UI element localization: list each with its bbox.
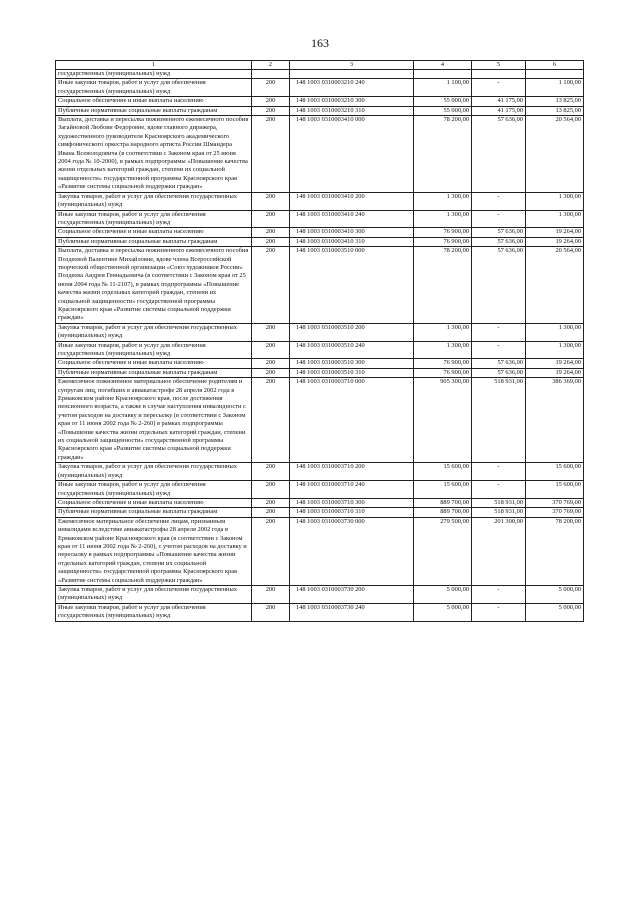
row-code: 200: [252, 481, 290, 499]
row-name: Социальное обеспечение и иные выплаты населению: [56, 228, 252, 237]
row-name: Социальное обеспечение и иные выплаты населению: [56, 359, 252, 368]
row-csr: 148 1003 0310003510 240: [290, 341, 414, 359]
table-row: [56, 116, 584, 193]
row-amount-col5: -: [472, 341, 526, 359]
row-name: Публичные нормативные социальные выплаты гражданам: [56, 106, 252, 115]
row-name: Иные закупки товаров, работ и услуг для обеспечения государственных (муниципальных) нужд: [56, 603, 252, 621]
row-name: Выплата, доставка и пересылка пожизненного ежемесячного пособия Загайновой Любови Федоровне, вдове главного дирижера, художественного руководителя Красноярского академического симфонического оркестра народного артиста России Шмандера Ивана Всеволодовича (в соответствии с Законом края от 25 июня 2004 года № 10-2000), в рамках подпрограммы «Повышение качества жизни отдельных категорий граждан, степени их социальной защищенности» государственной программы Красноярского края «Развитие системы социальной поддержки граждан»: [56, 116, 252, 193]
row-amount-col4: 1 300,00: [414, 192, 472, 210]
row-csr: 148 1003 0310003510 200: [290, 323, 414, 341]
row-code: 200: [252, 463, 290, 481]
table-row: [56, 97, 584, 106]
row-csr: [290, 70, 414, 79]
row-amount-col6: 386 369,00: [526, 378, 584, 463]
row-amount-col4: 76 900,00: [414, 368, 472, 377]
row-amount-col5: 518 931,00: [472, 498, 526, 507]
row-amount-col4: 1 300,00: [414, 341, 472, 359]
row-code: 200: [252, 192, 290, 210]
row-code: 200: [252, 210, 290, 228]
table-row: [56, 341, 584, 359]
row-amount-col4: 1 100,00: [414, 79, 472, 97]
row-amount-col6: 19 264,00: [526, 228, 584, 237]
header-cell: 6: [526, 61, 584, 70]
row-name: Публичные нормативные социальные выплаты гражданам: [56, 237, 252, 246]
row-name: Социальное обеспечение и иные выплаты населению: [56, 498, 252, 507]
row-amount-col4: 1 300,00: [414, 323, 472, 341]
row-name: Иные закупки товаров, работ и услуг для обеспечения государственных (муниципальных) нужд: [56, 341, 252, 359]
table-row: [56, 378, 584, 463]
row-amount-col6: 15 600,00: [526, 463, 584, 481]
table-row: [56, 368, 584, 377]
row-amount-col5: [472, 70, 526, 79]
table-row: [56, 228, 584, 237]
row-amount-col6: 13 825,00: [526, 97, 584, 106]
row-amount-col6: 13 825,00: [526, 106, 584, 115]
row-amount-col6: 1 300,00: [526, 323, 584, 341]
row-code: 200: [252, 498, 290, 507]
row-amount-col4: 889 700,00: [414, 498, 472, 507]
budget-table: [55, 60, 584, 622]
table-row: [56, 508, 584, 517]
table-row: [56, 247, 584, 324]
row-csr: 148 1003 0310003410 310: [290, 237, 414, 246]
row-name: Иные закупки товаров, работ и услуг для обеспечения государственных (муниципальных) нужд: [56, 481, 252, 499]
row-amount-col5: 57 636,00: [472, 116, 526, 193]
row-name: Публичные нормативные социальные выплаты гражданам: [56, 368, 252, 377]
row-csr: 148 1003 0310003710 310: [290, 508, 414, 517]
row-amount-col5: 57 636,00: [472, 237, 526, 246]
row-csr: 148 1003 0310003710 200: [290, 463, 414, 481]
row-amount-col5: 57 636,00: [472, 228, 526, 237]
table-row: [56, 517, 584, 585]
row-amount-col4: 76 900,00: [414, 237, 472, 246]
row-amount-col5: -: [472, 323, 526, 341]
row-code: 200: [252, 341, 290, 359]
table-row: [56, 585, 584, 603]
row-name: Ежемесячное пожизненное материальное обеспечение родителям и супругам лиц, погибших в авиакатастрофе 28 апреля 2002 года в Ермаковском районе Красноярского края, после достижения пенсионного возраста, а также в случае наступления инвалидности с учетом расходов на доставку и пересылку (в соответствии с Законом края от 11 июня 2002 года № 2-260) в рамках подпрограммы «Повышение качества жизни отдельных категорий граждан, степени их социальной защищенности» государственной программы Красноярского края «Развитие системы социальной поддержки граждан»: [56, 378, 252, 463]
table-header-row: [56, 61, 584, 70]
row-csr: 148 1003 0310003410 240: [290, 210, 414, 228]
row-csr: 148 1003 0310003710 000: [290, 378, 414, 463]
row-amount-col5: 57 636,00: [472, 359, 526, 368]
row-name: Закупка товаров, работ и услуг для обеспечения государственных (муниципальных) нужд: [56, 192, 252, 210]
table-row: [56, 498, 584, 507]
row-amount-col6: 78 200,00: [526, 517, 584, 585]
row-amount-col6: 1 300,00: [526, 192, 584, 210]
row-amount-col4: 76 900,00: [414, 359, 472, 368]
row-csr: 148 1003 0310003410 300: [290, 228, 414, 237]
row-amount-col4: 889 700,00: [414, 508, 472, 517]
row-amount-col6: 5 000,00: [526, 603, 584, 621]
table-row: [56, 323, 584, 341]
row-amount-col5: 41 175,00: [472, 106, 526, 115]
header-cell: 1: [56, 61, 252, 70]
row-csr: 148 1003 0310003510 300: [290, 359, 414, 368]
row-amount-col4: 15 600,00: [414, 481, 472, 499]
row-code: 200: [252, 323, 290, 341]
row-amount-col6: 1 100,00: [526, 79, 584, 97]
row-amount-col5: 518 931,00: [472, 508, 526, 517]
row-amount-col5: 518 931,00: [472, 378, 526, 463]
table-row: [56, 237, 584, 246]
row-code: 200: [252, 237, 290, 246]
row-amount-col4: 1 300,00: [414, 210, 472, 228]
row-name: Иные закупки товаров, работ и услуг для обеспечения государственных (муниципальных) нужд: [56, 210, 252, 228]
row-code: 200: [252, 97, 290, 106]
row-amount-col6: [526, 70, 584, 79]
row-amount-col5: 57 636,00: [472, 368, 526, 377]
table-row: [56, 79, 584, 97]
row-code: 200: [252, 116, 290, 193]
row-amount-col4: 5 000,00: [414, 603, 472, 621]
row-code: 200: [252, 603, 290, 621]
row-amount-col4: 905 300,00: [414, 378, 472, 463]
row-amount-col5: -: [472, 585, 526, 603]
row-code: 200: [252, 79, 290, 97]
header-cell: 5: [472, 61, 526, 70]
row-amount-col6: 20 564,00: [526, 247, 584, 324]
table-row: [56, 192, 584, 210]
row-code: 200: [252, 228, 290, 237]
row-amount-col5: -: [472, 192, 526, 210]
row-amount-col4: 76 900,00: [414, 228, 472, 237]
row-name: Закупка товаров, работ и услуг для обеспечения государственных (муниципальных) нужд: [56, 323, 252, 341]
row-amount-col6: 1 300,00: [526, 210, 584, 228]
row-csr: 148 1003 0310003210 240: [290, 79, 414, 97]
row-amount-col5: 57 636,00: [472, 247, 526, 324]
table-row: [56, 603, 584, 621]
row-amount-col4: 55 000,00: [414, 97, 472, 106]
row-code: 200: [252, 508, 290, 517]
row-code: 200: [252, 517, 290, 585]
row-amount-col4: 78 200,00: [414, 247, 472, 324]
row-amount-col5: 201 300,00: [472, 517, 526, 585]
row-code: [252, 70, 290, 79]
row-name: Социальное обеспечение и иные выплаты населению: [56, 97, 252, 106]
row-amount-col5: -: [472, 603, 526, 621]
table-row: [56, 481, 584, 499]
row-amount-col5: -: [472, 210, 526, 228]
row-csr: 148 1003 0310003410 000: [290, 116, 414, 193]
row-csr: 148 1003 0310003410 200: [290, 192, 414, 210]
row-code: 200: [252, 378, 290, 463]
row-amount-col4: 78 200,00: [414, 116, 472, 193]
table-row: [56, 70, 584, 79]
row-amount-col4: 5 000,00: [414, 585, 472, 603]
row-amount-col6: 19 264,00: [526, 237, 584, 246]
row-amount-col5: -: [472, 79, 526, 97]
row-csr: 148 1003 0310003730 240: [290, 603, 414, 621]
row-csr: 148 1003 0310003730 000: [290, 517, 414, 585]
row-amount-col6: 370 769,00: [526, 508, 584, 517]
row-csr: 148 1003 0310003210 310: [290, 106, 414, 115]
table-row: [56, 210, 584, 228]
row-amount-col6: 1 300,00: [526, 341, 584, 359]
header-cell: 3: [290, 61, 414, 70]
row-name: Публичные нормативные социальные выплаты гражданам: [56, 508, 252, 517]
header-cell: 2: [252, 61, 290, 70]
row-amount-col6: 19 264,00: [526, 368, 584, 377]
table-row: [56, 463, 584, 481]
row-code: 200: [252, 247, 290, 324]
table-body: [56, 70, 584, 622]
row-name: Ежемесячное материальное обеспечение лицам, признанным инвалидами вследствие авиакатастрофы 28 апреля 2002 года в Ермаковском районе Красноярского края (в соответствии с Законом края от 11 июня 2002 года № 2-260), с учетом расходов на доставку и пересылку в рамках подпрограммы «Повышение качества жизни отдельных категорий граждан, степени их социальной защищенности» государственной программы Красноярского края «Развитие системы социальной поддержки граждан»: [56, 517, 252, 585]
row-amount-col4: 55 000,00: [414, 106, 472, 115]
row-amount-col4: 279 500,00: [414, 517, 472, 585]
row-amount-col6: 15 600,00: [526, 481, 584, 499]
row-name: Иные закупки товаров, работ и услуг для обеспечения государственных (муниципальных) нужд: [56, 79, 252, 97]
row-code: 200: [252, 106, 290, 115]
row-amount-col4: [414, 70, 472, 79]
row-amount-col5: -: [472, 481, 526, 499]
row-name: Закупка товаров, работ и услуг для обеспечения государственных (муниципальных) нужд: [56, 463, 252, 481]
header-cell: 4: [414, 61, 472, 70]
row-code: 200: [252, 359, 290, 368]
row-csr: 148 1003 0310003710 240: [290, 481, 414, 499]
page-number: 163: [311, 36, 329, 50]
row-csr: 148 1003 0310003510 310: [290, 368, 414, 377]
row-amount-col6: 20 564,00: [526, 116, 584, 193]
row-csr: 148 1003 0310003510 000: [290, 247, 414, 324]
row-code: 200: [252, 585, 290, 603]
row-csr: 148 1003 0310003710 300: [290, 498, 414, 507]
table-row: [56, 106, 584, 115]
row-amount-col6: 5 000,00: [526, 585, 584, 603]
row-name: Закупка товаров, работ и услуг для обеспечения государственных (муниципальных) нужд: [56, 585, 252, 603]
row-amount-col5: -: [472, 463, 526, 481]
row-amount-col4: 15 600,00: [414, 463, 472, 481]
table-row: [56, 359, 584, 368]
row-csr: 148 1003 0310003730 200: [290, 585, 414, 603]
row-amount-col6: 370 769,00: [526, 498, 584, 507]
row-amount-col6: 19 264,00: [526, 359, 584, 368]
row-name: государственных (муниципальных) нужд: [56, 70, 252, 79]
row-amount-col5: 41 175,00: [472, 97, 526, 106]
row-code: 200: [252, 368, 290, 377]
row-csr: 148 1003 0310003210 300: [290, 97, 414, 106]
row-name: Выплата, доставка и пересылка пожизненного ежемесячного пособия Поздеевой Валентине Михайловне, вдове члена Всероссийской творческой общественной организации «Союз художников России» Поздеева Андрея Геннадьевича (в соответствии с Законом края от 25 июня 2004 года № 11-2107), в рамках подпрограммы «Повышение качества жизни отдельных категорий граждан, степени их социальной защищенности» государственной программы Красноярского края «Развитие системы социальной поддержки граждан»: [56, 247, 252, 324]
